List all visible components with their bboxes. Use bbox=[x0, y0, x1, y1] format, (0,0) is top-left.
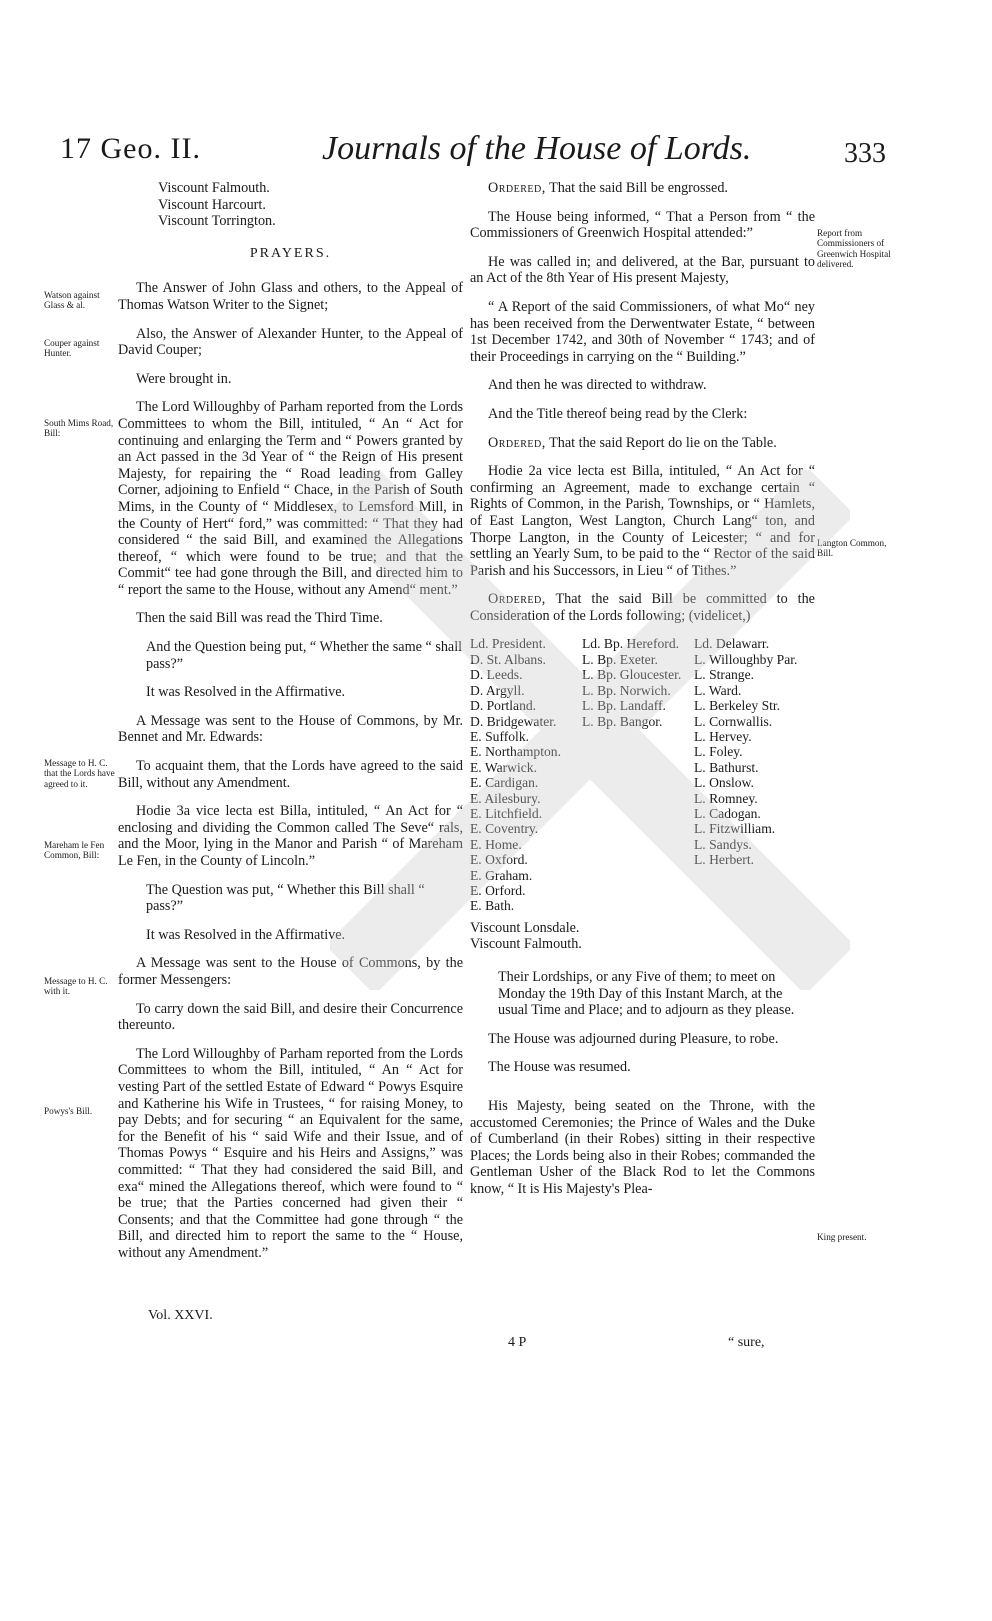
house-informed: The House being informed, “ That a Person from “ the Commissioners of Greenwich Hospital attended:” bbox=[470, 208, 815, 242]
right-column bbox=[470, 180, 815, 1210]
ordered-committed: That the said Bill be committed to the Consideration of the Lords following; (videlicet,) bbox=[470, 591, 815, 624]
lord-entry: L. Hervey. bbox=[694, 728, 752, 744]
page-number: 333 bbox=[844, 138, 886, 169]
answer-watson: The Answer of John Glass and others, to the Appeal of Thomas Watson Writer to the Signet; bbox=[118, 280, 463, 313]
lord-entry: L. Sandys. bbox=[694, 836, 752, 852]
volume-number: Vol. XXVI. bbox=[148, 1308, 213, 1323]
lords-column-1 bbox=[470, 636, 582, 913]
lord-entry: Ld. Delawarr. bbox=[694, 636, 770, 652]
lord-entry: E. Cardigan. bbox=[470, 775, 539, 791]
prayers-heading: PRAYERS. bbox=[249, 245, 332, 261]
greenwich-report: “ A Report of the said Commissioners, of what Mo“ ney has been received from the Derwentwater Estate, “ between 1st December 1742, and 30th of November “ 1743; and of their Proceedings in carrying on the “ Building.” bbox=[470, 298, 815, 365]
margin-note-couper: Couper against Hunter. bbox=[44, 338, 100, 359]
committee-lords bbox=[470, 636, 815, 913]
lord-entry: L. Willoughby Par. bbox=[694, 651, 798, 667]
regnal-year: 17 Geo. II. bbox=[60, 132, 201, 165]
ordered-label: Ordered, bbox=[488, 434, 546, 451]
third-reading: Then the said Bill was read the Third Time. bbox=[136, 610, 383, 627]
running-header bbox=[0, 132, 992, 182]
adjourned: The House was adjourned during Pleasure, to robe. bbox=[488, 1030, 779, 1047]
lord-entry: L. Cornwallis. bbox=[694, 713, 773, 729]
lord-entry: L. Strange. bbox=[694, 667, 755, 683]
margin-note-mareham: Mareham le Fen Common, Bill: bbox=[44, 840, 105, 861]
margin-note-powys: Powys's Bill. bbox=[44, 1106, 93, 1116]
left-column bbox=[118, 180, 463, 1273]
journal-title: Journals of the House of Lords. bbox=[322, 130, 752, 167]
message-commons-1: A Message was sent to the House of Commons, by Mr. Bennet and Mr. Edwards: bbox=[118, 712, 463, 746]
margin-note-langton: Langton Common, Bill. bbox=[817, 538, 887, 559]
lord-entry: Ld. Bp. Hereford. bbox=[582, 636, 680, 652]
lord-entry: L. Ward. bbox=[694, 682, 742, 698]
majesty-throne: His Majesty, being seated on the Throne, with the accustomed Ceremonies; the Prince of Wales and the Duke of Cumberland (in their Robes) sitting in their respective Places; the Lords being also in their Robes; commanded the Gentleman Usher of the Black Rod to let the Commons know, “ It is His Majesty's Plea- bbox=[470, 1097, 815, 1197]
lord-entry: Viscount Falmouth. bbox=[158, 180, 270, 196]
lord-entry: L. Berkeley Str. bbox=[694, 698, 781, 714]
lord-entry: E. Litchfield. bbox=[470, 805, 543, 821]
lord-entry: E. Home. bbox=[470, 836, 522, 852]
lord-entry: E. Coventry. bbox=[470, 821, 539, 837]
viscount-list-committee bbox=[470, 920, 815, 953]
lord-entry: E. Graham. bbox=[470, 867, 533, 883]
lord-entry: L. Bp. Exeter. bbox=[582, 651, 658, 667]
margin-note-greenwich: Report from Commissioners of Greenwich Hospital delivered. bbox=[817, 228, 891, 270]
lord-entry: L. Herbert. bbox=[694, 852, 755, 868]
lords-column-2 bbox=[582, 636, 694, 913]
called-in: He was called in; and delivered, at the Bar, pursuant to an Act of the 8th Year of His present Majesty, bbox=[470, 253, 815, 287]
lord-entry: L. Romney. bbox=[694, 790, 758, 806]
lord-entry: Viscount Lonsdale. bbox=[470, 919, 580, 936]
resolved-2: It was Resolved in the Affirmative. bbox=[146, 926, 346, 943]
lord-entry: E. Northampton. bbox=[470, 744, 561, 760]
lord-entry: D. Bridgewater. bbox=[470, 713, 557, 729]
withdraw: And then he was directed to withdraw. bbox=[488, 377, 707, 394]
ordered-report-lie: That the said Report do lie on the Table. bbox=[549, 434, 777, 451]
ordered-engrossed: That the said Bill be engrossed. bbox=[549, 180, 728, 196]
lord-entry: E. Oxford. bbox=[470, 852, 528, 868]
margin-note-message-agreed: Message to H. C. that the Lords have agreed to it. bbox=[44, 758, 115, 789]
lord-entry: E. Suffolk. bbox=[470, 728, 530, 744]
lord-entry: L. Bathurst. bbox=[694, 759, 759, 775]
resolved-1: It was Resolved in the Affirmative. bbox=[146, 684, 346, 701]
lord-entry: L. Onslow. bbox=[694, 775, 754, 791]
catchword: “ sure, bbox=[728, 1335, 765, 1350]
powys-report: The Lord Willoughby of Parham reported from the Lords Committees to whom the Bill, intituled, “ An “ Act for vesting Part of the settled Estate of Edward “ Powys Esquire and Katherine his Wife in Trustees, “ for raising Money, to pay Debts; and for securing “ an Equivalent for the same, for the Benefit of his “ said Wife and their Issue, and of Thomas Powys “ Esquire and his Heirs and Assigns,” was committed: “ That they had considered the said Bill, and exa“ mined the Allegations thereof, which were found to “ be true; that the Parties concerned had given their “ Consents; and that the Committee had gone through “ the Bill, and directed him to report the same to the “ House, without any Amendment.” bbox=[118, 1045, 463, 1261]
south-mims-report: The Lord Willoughby of Parham reported from the Lords Committees to whom the Bill, intituled, “ An “ Act for continuing and enlarging the Term and “ Powers granted by an Act passed in the 3d Year of “ the Reign of His present Majesty, for repairing the “ Road leading from Galley Corner, adjoining to Enfield “ Chace, in the Parish of South Mims, in the County of “ Middlesex, to Lemsford Mill, in the County of Hert“ ford,” was committed: “ That they had considered “ the said Bill, and examined the Allegations thereof, “ which were found to be true; and that the Commit“ tee had gone through the Bill, and directed him to “ report the same to the House, without any Amend“ ment.” bbox=[118, 399, 463, 598]
margin-note-message-with: Message to H. C. with it. bbox=[44, 976, 108, 997]
answer-couper: Also, the Answer of Alexander Hunter, to the Appeal of David Couper; bbox=[118, 325, 463, 359]
lord-entry: L. Fitzwilliam. bbox=[694, 821, 776, 837]
lords-column-3 bbox=[694, 636, 814, 913]
question-pass-2: The Question was put, “ Whether this Bill shall “ pass?” bbox=[146, 881, 425, 915]
question-pass-1: And the Question being put, “ Whether the same “ shall pass?” bbox=[146, 639, 463, 672]
lord-entry: L. Foley. bbox=[694, 744, 743, 760]
signature-mark: 4 P bbox=[508, 1335, 527, 1350]
lord-entry: E. Bath. bbox=[470, 898, 515, 914]
carry-down: To carry down the said Bill, and desire their Concurrence thereunto. bbox=[118, 1000, 463, 1034]
resumed: The House was resumed. bbox=[488, 1059, 631, 1076]
lord-entry: E. Ailesbury. bbox=[470, 790, 541, 806]
lord-entry: D. Leeds. bbox=[470, 667, 523, 683]
lord-entry: E. Warwick. bbox=[470, 759, 537, 775]
title-read: And the Title thereof being read by the Clerk: bbox=[488, 405, 748, 422]
lordships-meet: Their Lordships, or any Five of them; to meet on Monday the 19th Day of this Instant March, at the usual Time and Place; and to adjourn as they please. bbox=[498, 968, 795, 1019]
lord-entry: L. Bp. Landaff. bbox=[582, 698, 666, 714]
message-commons-2: A Message was sent to the House of Commons, by the former Messengers: bbox=[118, 955, 463, 988]
lord-entry: Ld. President. bbox=[470, 636, 546, 652]
mareham-bill: Hodie 3a vice lecta est Billa, intituled, “ An Act for “ enclosing and dividing the Common called The Seve“ rals, and the Moor, lying in the Manor and Parish “ of Mareham Le Fen, in the County of Lincoln.” bbox=[118, 803, 463, 869]
viscount-list-top bbox=[158, 180, 463, 230]
lord-entry: Viscount Torrington. bbox=[158, 213, 276, 230]
lord-entry: Viscount Harcourt. bbox=[158, 196, 266, 213]
lord-entry: L. Bp. Bangor. bbox=[582, 713, 663, 729]
lord-entry: Viscount Falmouth. bbox=[470, 936, 582, 953]
lord-entry: L. Cadogan. bbox=[694, 805, 761, 821]
lord-entry: L. Bp. Gloucester. bbox=[582, 667, 682, 683]
lord-entry: D. Portland. bbox=[470, 698, 537, 714]
margin-note-king: King present. bbox=[817, 1232, 867, 1242]
lord-entry: L. Bp. Norwich. bbox=[582, 682, 671, 698]
brought-in: Were brought in. bbox=[136, 370, 232, 387]
ordered-label: Ordered, bbox=[488, 180, 546, 196]
acquaint-commons: To acquaint them, that the Lords have agreed to the said Bill, without any Amendment. bbox=[118, 758, 463, 791]
lord-entry: D. Argyll. bbox=[470, 682, 525, 698]
langton-bill: Hodie 2a vice lecta est Billa, intituled, “ An Act for “ confirming an Agreement, made to exchange certain “ Rights of Common, in the Parish, Townships, or “ Hamlets, of East Langton, West Langton, Church Lang“ ton, and Thorpe Langton, in the County of Leicester; “ and for settling an Yearly Sum, to be paid to the “ Rector of the said Parish and his Successors, in Lieu “ of Tithes.” bbox=[470, 463, 815, 579]
ordered-label: Ordered, bbox=[488, 591, 546, 608]
lord-entry: E. Orford. bbox=[470, 882, 526, 898]
margin-note-south-mims: South Mims Road, Bill: bbox=[44, 418, 114, 439]
lord-entry: D. St. Albans. bbox=[470, 651, 546, 667]
margin-note-watson: Watson against Glass & al. bbox=[44, 290, 100, 311]
